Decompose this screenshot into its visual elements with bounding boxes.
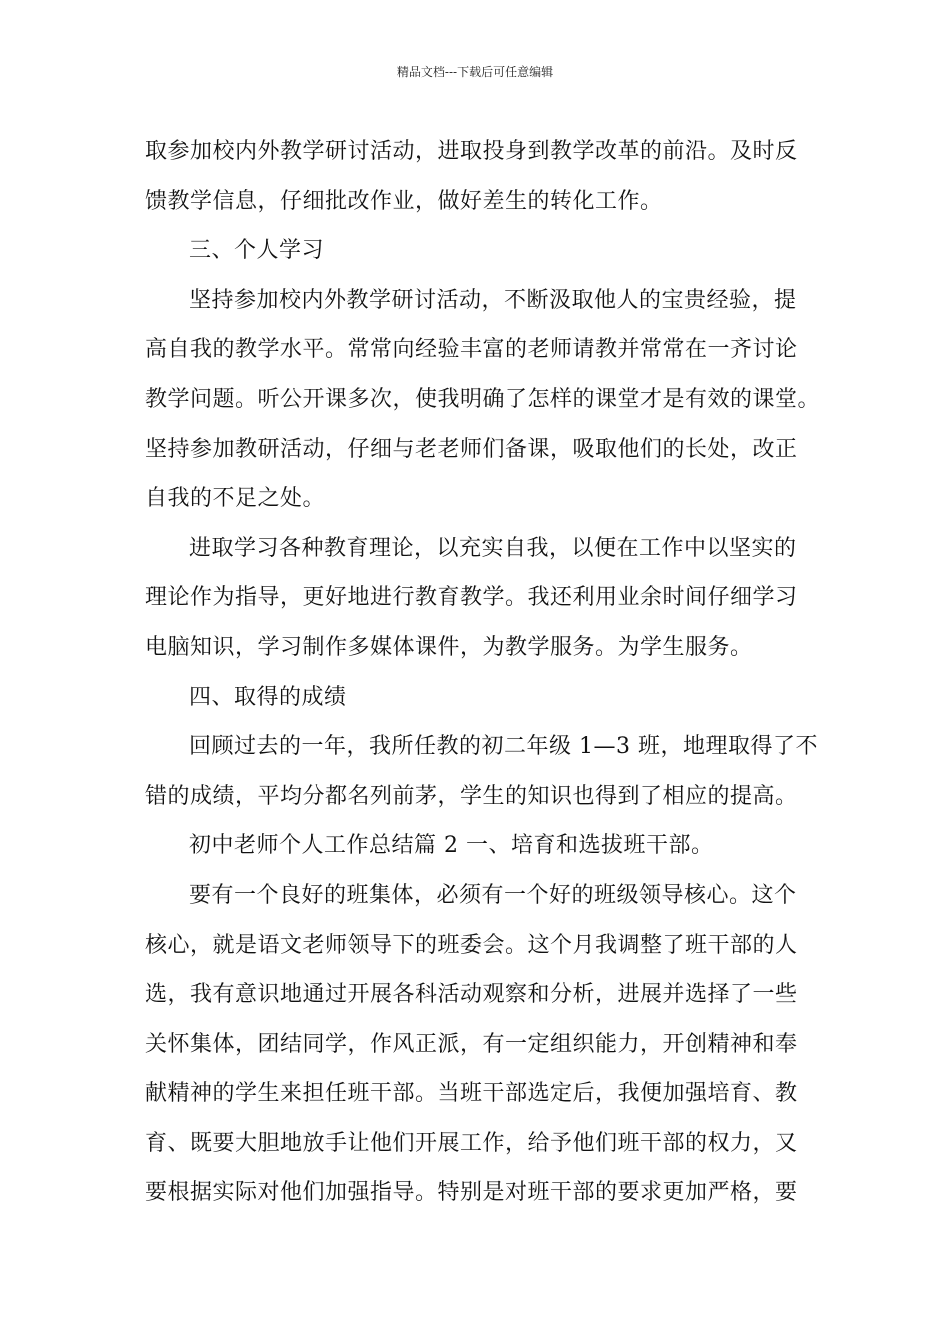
text-line: 进取学习各种教育理论，以充实自我，以便在工作中以坚实的: [189, 535, 797, 561]
text-line: 献精神的学生来担任班干部。当班干部选定后，我便加强培育、教: [145, 1081, 798, 1107]
text-line: 理论作为指导，更好地进行教育教学。我还利用业余时间仔细学习: [145, 585, 798, 611]
text-line: 选，我有意识地通过开展各科活动观察和分析，进展并选择了一些: [145, 982, 798, 1008]
text-line: 坚持参加教研活动，仔细与老老师们备课，吸取他们的长处，改正: [145, 436, 798, 462]
text-line: 关怀集体，团结同学，作风正派，有一定组织能力，开创精神和奉: [145, 1031, 798, 1057]
text-line: 高自我的教学水平。常常向经验丰富的老师请教并常常在一齐讨论: [145, 337, 798, 363]
text-line: 要有一个良好的班集体，必须有一个好的班级领导核心。这个: [189, 882, 797, 908]
page-header: 精品文档---下载后可任意编辑: [396, 65, 554, 79]
text-line: 育、既要大胆地放手让他们开展工作，给予他们班干部的权力，又: [145, 1130, 798, 1156]
text-line: 教学问题。听公开课多次，使我明确了怎样的课堂才是有效的课堂。: [145, 386, 821, 412]
text-line: 三、个人学习: [189, 238, 325, 264]
document-body: [145, 127, 821, 1218]
text-line: 馈教学信息，仔细批改作业，做好差生的转化工作。: [145, 188, 663, 214]
text-line: 要根据实际对他们加强指导。特别是对班干部的要求更加严格，要: [145, 1180, 798, 1206]
text-line: 回顾过去的一年，我所任教的初二年级 1—3 班，地理取得了不: [189, 734, 818, 760]
text-line: 自我的不足之处。: [145, 486, 326, 512]
text-line: 初中老师个人工作总结篇 2 一、培育和选拔班干部。: [189, 833, 714, 859]
text-line: 错的成绩，平均分都名列前茅，学生的知识也得到了相应的提高。: [145, 783, 798, 809]
text-line: 电脑知识，学习制作多媒体课件，为教学服务。为学生服务。: [145, 634, 753, 660]
text-line: 核心，就是语文老师领导下的班委会。这个月我调整了班干部的人: [145, 932, 798, 958]
text-line: 坚持参加校内外教学研讨活动，不断汲取他人的宝贵经验，提: [189, 287, 797, 313]
text-line: 取参加校内外教学研讨活动，进取投身到教学改革的前沿。及时反: [145, 139, 798, 164]
text-line: 四、取得的成绩: [189, 684, 347, 710]
